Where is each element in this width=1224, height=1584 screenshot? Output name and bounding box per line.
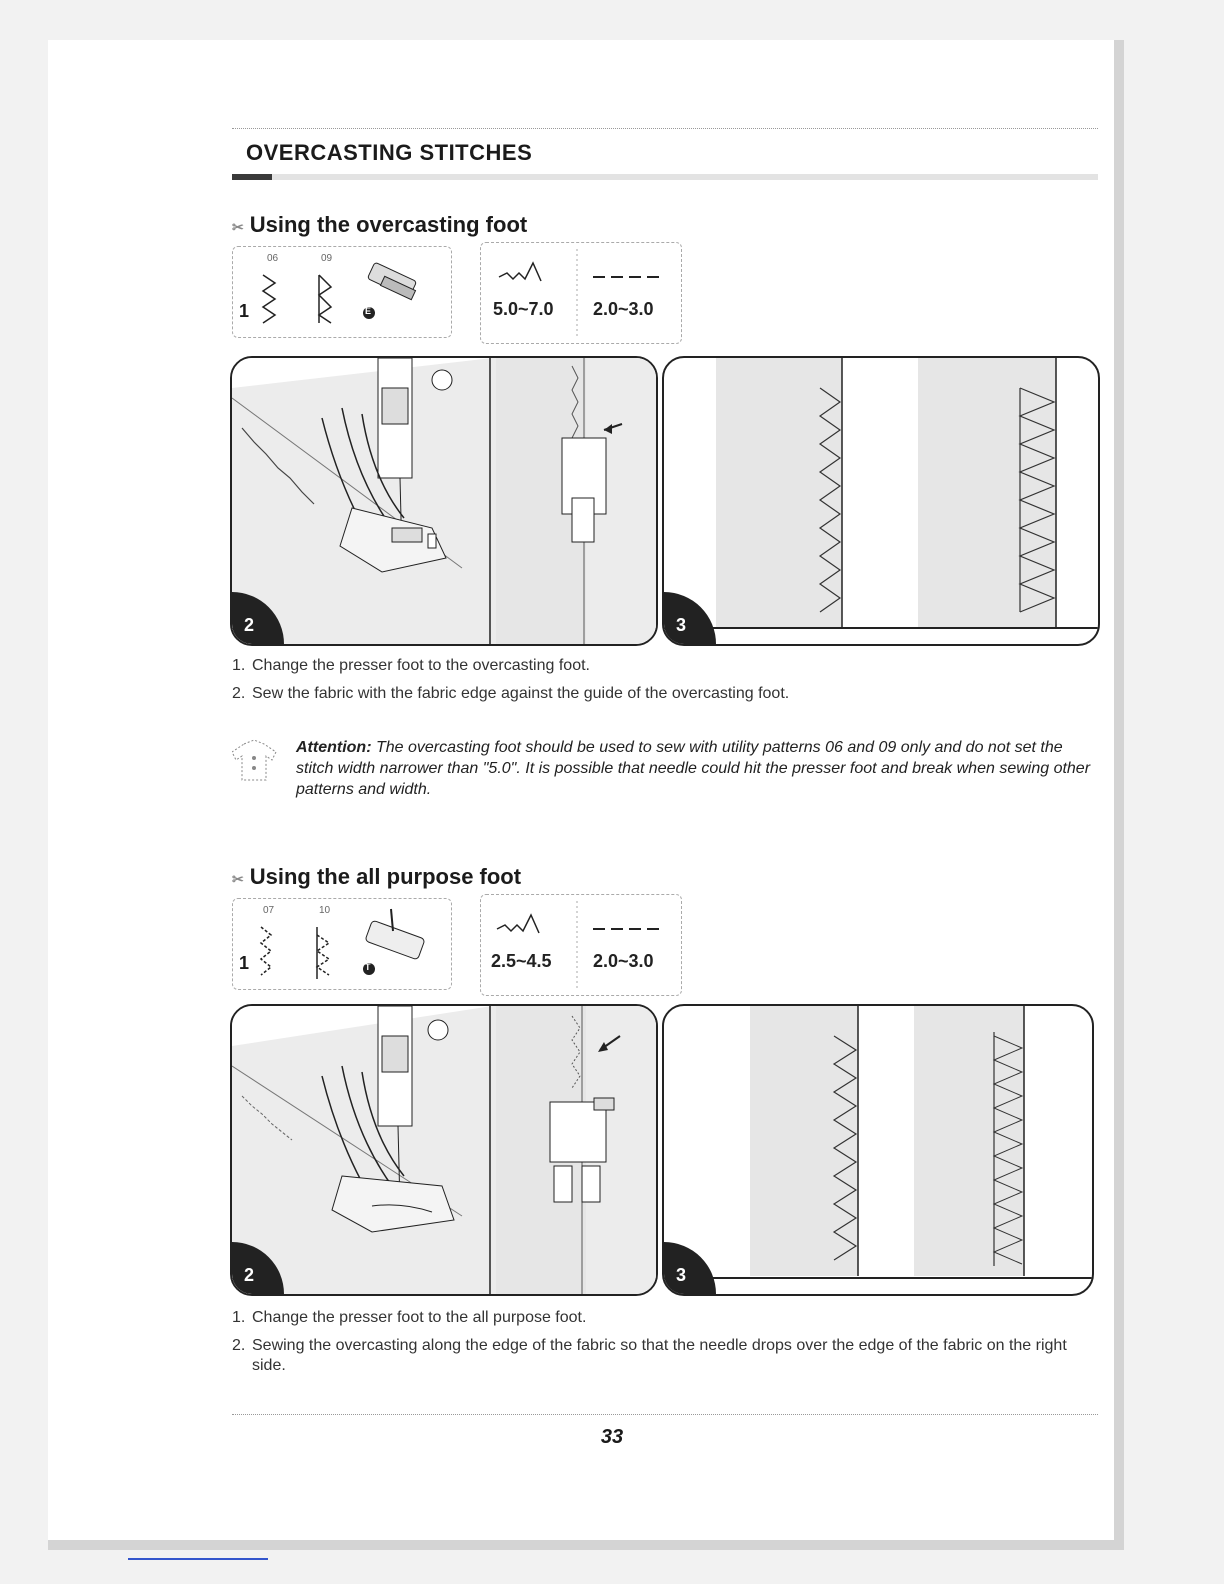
step-badge: 2 (232, 592, 284, 644)
stitch-width-value: 2.5~4.5 (491, 951, 552, 971)
instruction-text: Sew the fabric with the fabric edge against the guide of the overcasting foot. (252, 685, 790, 702)
instruction-number: 2. (232, 685, 246, 702)
presser-foot-sewing-illustration (232, 1006, 656, 1294)
pattern-number: 09 (321, 253, 333, 264)
foot-letter: T (365, 962, 371, 972)
step-badge: 3 (664, 1242, 716, 1294)
bottom-rule (232, 1414, 1098, 1415)
presser-foot-sewing-illustration (232, 358, 656, 644)
list-item (232, 656, 789, 676)
page-title: OVERCASTING STITCHES (246, 140, 533, 165)
instructions-list (232, 1308, 1092, 1384)
section-heading-all-purpose-foot (232, 864, 521, 890)
stitch-settings-box (480, 242, 682, 344)
instruction-text: Change the presser foot to the all purpose foot. (252, 1309, 587, 1326)
stitch-width-icon (497, 915, 539, 933)
stitch-width-value: 5.0~7.0 (493, 299, 554, 319)
list-item (232, 684, 789, 704)
step-badge: 2 (232, 1242, 284, 1294)
list-item (232, 1308, 1092, 1328)
pattern-number: 06 (267, 253, 279, 264)
attention-label: Attention: (296, 739, 372, 756)
overcasting-foot-icon (367, 262, 416, 300)
page-number: 33 (600, 1426, 624, 1448)
list-item (232, 1336, 1092, 1376)
section-heading-text: Using the all purpose foot (249, 864, 522, 889)
pattern-index: 1 (239, 301, 250, 321)
instruction-text: Change the presser foot to the overcasting foot. (252, 657, 590, 674)
title-underline-accent (232, 174, 272, 180)
sewing-bullet-icon: ✂ (232, 871, 244, 887)
pattern-number: 07 (263, 905, 275, 916)
overcast-stitch-result-illustration (664, 358, 1098, 644)
foot-letter: E (365, 306, 372, 316)
attention-text (296, 738, 1092, 800)
instruction-number: 1. (232, 1309, 246, 1326)
stitch-width-icon (499, 263, 541, 281)
stitch-length-value: 2.0~3.0 (593, 299, 654, 319)
caution-shirt-icon (232, 738, 288, 782)
stitch-settings-box (480, 894, 682, 996)
attention-note (232, 738, 1092, 800)
instruction-number: 2. (232, 1337, 246, 1354)
overcast-stitch-result-illustration (664, 1006, 1092, 1294)
pattern-number: 10 (319, 905, 331, 916)
step-3-illustration (662, 356, 1100, 646)
instructions-list (232, 656, 789, 712)
sewing-bullet-icon: ✂ (232, 219, 244, 235)
top-rule (232, 128, 1098, 129)
section-heading-text: Using the overcasting foot (249, 212, 528, 237)
step-3-illustration (662, 1004, 1094, 1296)
section-heading-overcasting-foot (232, 212, 527, 238)
pattern-selection-box (232, 898, 452, 990)
instruction-number: 1. (232, 657, 246, 674)
stitch-setting-icons (481, 895, 681, 995)
pattern-index: 1 (239, 953, 250, 973)
attention-body: The overcasting foot should be used to sew with utility patterns 06 and 09 only and do not set the stitch width narrower than "5.0". It is possible that needle could hit the presser foot and break when sewing other patterns and width. (296, 739, 1091, 798)
instruction-text: Sewing the overcasting along the edge of the fabric so that the needle drops over the edge of the fabric on the right side. (252, 1337, 1067, 1374)
step-badge: 3 (664, 592, 716, 644)
all-purpose-foot-icon (365, 909, 425, 960)
stitch-length-value: 2.0~3.0 (593, 951, 654, 971)
title-underline (232, 174, 1098, 180)
stitch-setting-icons (481, 243, 681, 343)
pattern-stitch-icons (233, 247, 451, 337)
pattern-selection-box (232, 246, 452, 338)
step-2-illustration (230, 356, 658, 646)
step-2-illustration (230, 1004, 658, 1296)
pattern-stitch-icons (233, 899, 451, 989)
link-underline (128, 1558, 268, 1560)
